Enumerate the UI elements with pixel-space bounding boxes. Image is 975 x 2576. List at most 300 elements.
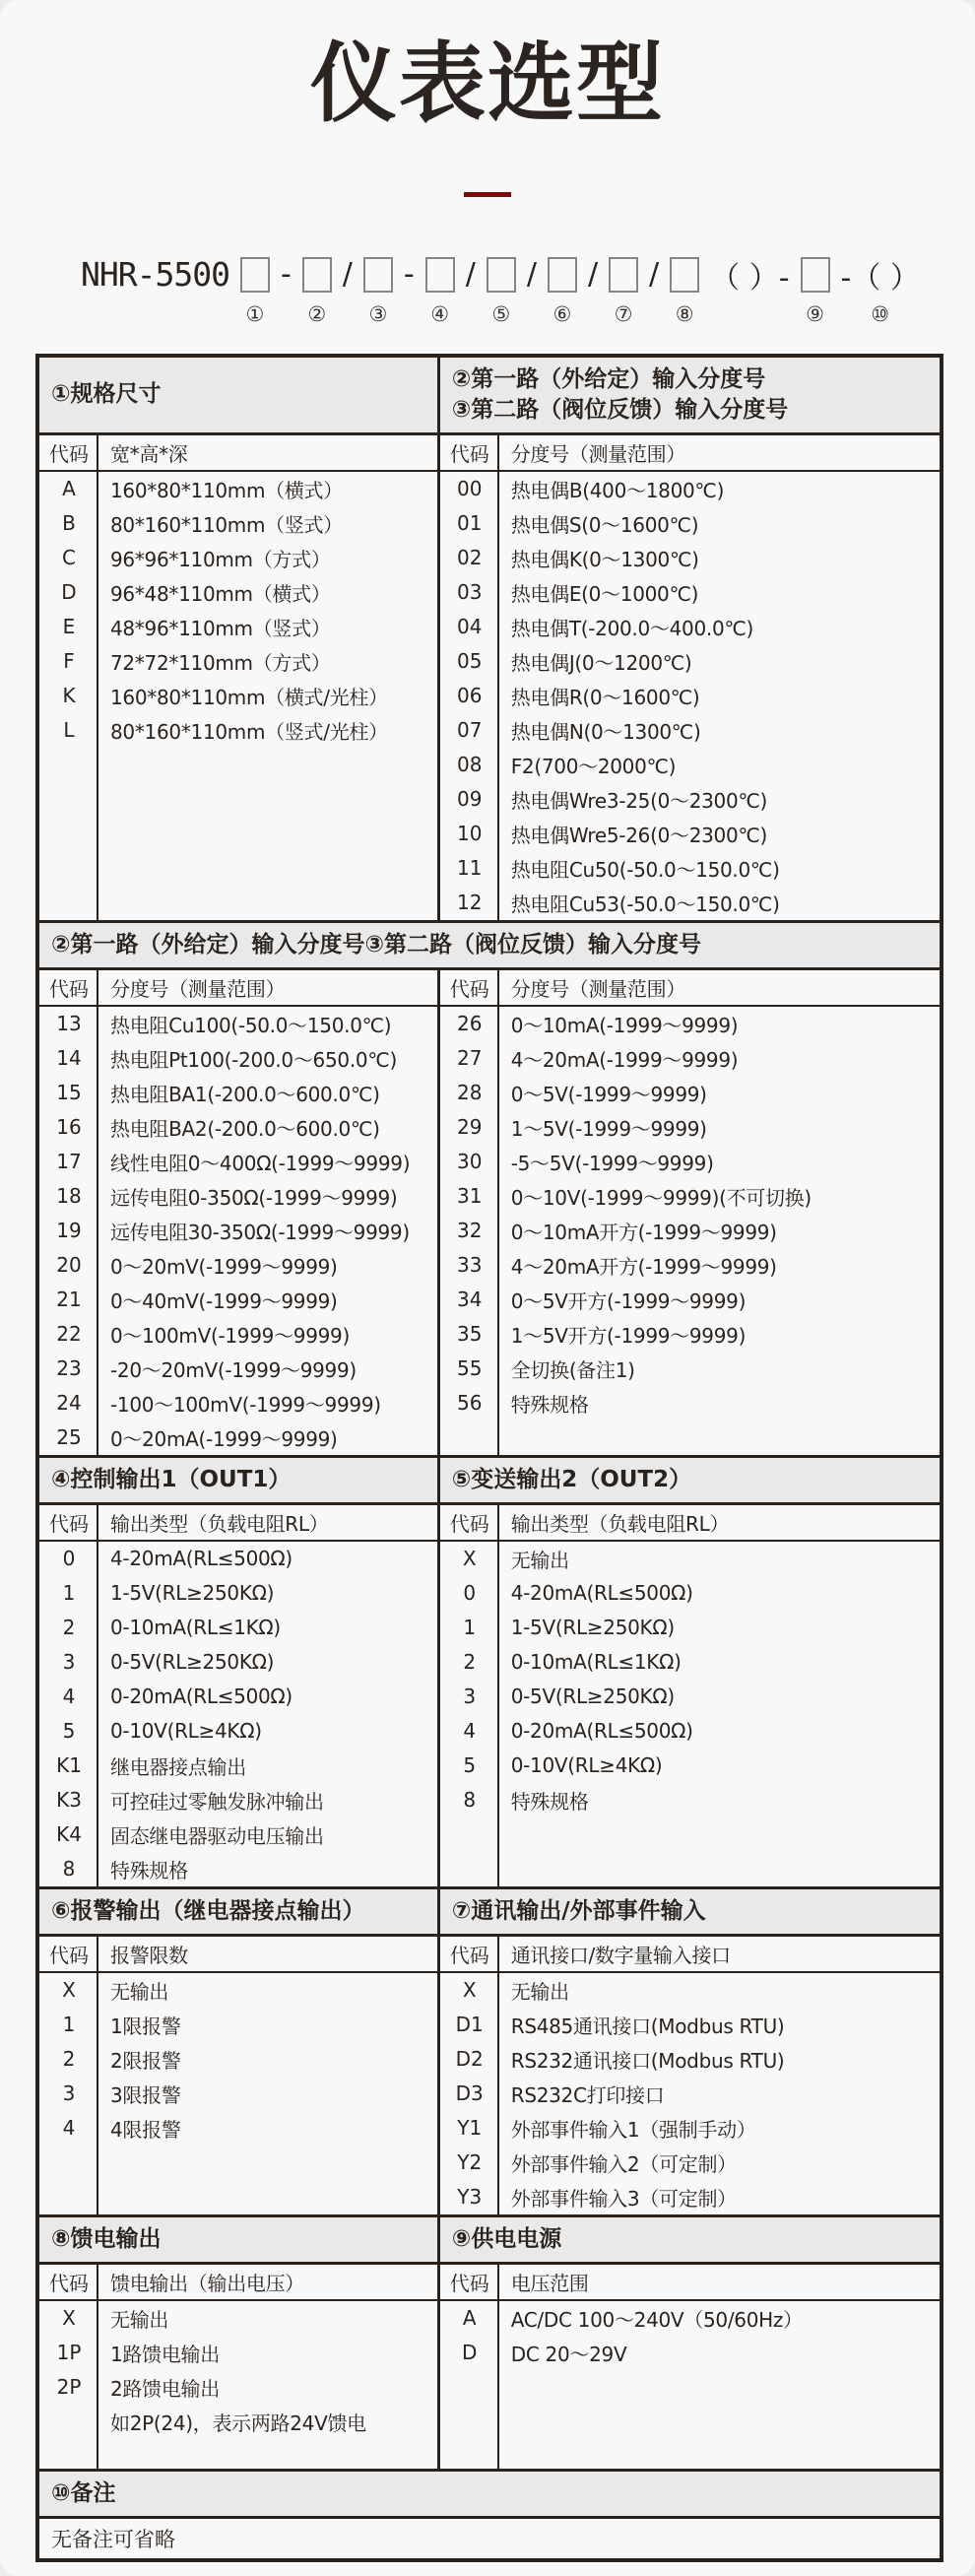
code-cell: 8: [463, 1788, 477, 1813]
desc-cell: 4～20mA开方(-1999～9999): [510, 1254, 777, 1279]
model-box-slot: [609, 254, 638, 296]
table-row: [39, 2077, 437, 2111]
desc-cell: 0～10V(-1999～9999)(不可切换): [510, 1185, 812, 1210]
table-row: [39, 1214, 437, 1248]
code-cell: 15: [56, 1081, 82, 1105]
code-cell: A: [462, 2306, 477, 2331]
code-cell: 28: [456, 1081, 483, 1105]
code-cell: 08: [456, 753, 483, 777]
table-row: [39, 2008, 437, 2042]
code-cell: 31: [456, 1184, 483, 1209]
table-row: [440, 1749, 940, 1783]
table-row: [440, 713, 940, 748]
section-title: [440, 2217, 940, 2262]
table-row: [440, 644, 940, 679]
desc-column-header: 通讯接口/数字量输入接口: [510, 1943, 731, 1967]
model-box-slot: [425, 254, 455, 296]
model-text-segment: [649, 254, 659, 328]
table-row: [440, 1576, 940, 1611]
desc-cell: 96*96*110mm（方式）: [110, 547, 331, 571]
table-row: [39, 1973, 437, 2008]
code-cell: 2: [62, 2047, 76, 2072]
table-row: [440, 1542, 940, 1576]
desc-cell: 特殊规格: [510, 1789, 589, 1814]
code-cell: Y1: [457, 2116, 483, 2141]
section-title-line: ⑥报警输出（继电器接点输出）: [51, 1897, 365, 1924]
desc-cell: 特殊规格: [110, 1858, 188, 1882]
table-row: [440, 2008, 940, 2042]
section-title: [440, 1458, 940, 1502]
desc-cell: 热电偶Wre3-25(0～2300℃): [510, 788, 768, 813]
position-number: ②: [307, 301, 327, 326]
model-box-segment: [801, 254, 830, 328]
model-box-slot: [487, 254, 516, 296]
table-row: [440, 1214, 940, 1248]
model-separator: /: [342, 257, 353, 293]
desc-cell: 线性电阻0～400Ω(-1999～9999): [110, 1151, 411, 1175]
model-box-slot: [801, 254, 830, 296]
section-body: [39, 435, 940, 920]
code-cell: 06: [456, 684, 483, 708]
code-cell: 33: [456, 1253, 483, 1278]
desc-column-header: 分度号（测量范围）: [110, 976, 286, 1001]
code-cell: 2: [463, 1650, 477, 1675]
model-box: [801, 257, 830, 293]
position-number: ⑤: [491, 301, 511, 326]
table-row: [440, 1973, 940, 2008]
code-cell: 11: [456, 856, 483, 881]
code-column-header: 代码: [49, 1511, 89, 1536]
table-row: [39, 1680, 437, 1714]
model-text-segment: [281, 254, 292, 328]
section-title-line: ⑦通讯输出/外部事件输入: [451, 1897, 706, 1924]
section-header-band: [39, 2469, 940, 2519]
model-text-segment: [404, 254, 415, 328]
desc-cell: 热电偶R(0～1600℃): [510, 685, 700, 709]
desc-cell: 特殊规格: [510, 1392, 589, 1417]
code-cell: L: [63, 718, 75, 743]
position-number: ①: [245, 301, 265, 326]
desc-cell: RS232通讯接口(Modbus RTU): [510, 2048, 785, 2073]
code-cell: 16: [56, 1115, 82, 1140]
table-row: [39, 1420, 437, 1455]
table-row: [39, 1817, 437, 1852]
table-row: [39, 1283, 437, 1317]
code-cell: 1: [62, 1581, 76, 1606]
table-row: [440, 2042, 940, 2077]
code-cell: 4: [463, 1719, 477, 1744]
code-cell: X: [62, 2306, 76, 2331]
desc-cell: 固态继电器驱动电压输出: [110, 1823, 324, 1848]
code-cell: 0: [463, 1581, 477, 1606]
model-box: [302, 257, 332, 293]
desc-column-header: 电压范围: [510, 2271, 589, 2295]
table-row: [39, 472, 437, 506]
section-title: [39, 1889, 440, 1934]
code-cell: 00: [456, 477, 483, 501]
model-separator: （ ）-: [710, 260, 790, 296]
desc-cell: AC/DC 100～240V（50/60Hz）: [510, 2307, 803, 2332]
model-separator: /: [649, 257, 660, 293]
code-cell: 10: [456, 822, 483, 846]
model-separator: /: [587, 257, 599, 293]
table-row: [39, 1041, 437, 1076]
table-row: [39, 1386, 437, 1420]
position-number: ⑥: [552, 301, 572, 326]
desc-cell: 继电器接点输出: [110, 1754, 246, 1779]
section-title-line: ①规格尺寸: [51, 381, 162, 408]
column-header-row: [440, 1505, 940, 1542]
table-row: [39, 1248, 437, 1283]
section-body: [39, 2265, 940, 2469]
desc-cell: 0～20mV(-1999～9999): [110, 1254, 338, 1279]
model-box: [609, 257, 638, 293]
left-column: [39, 2265, 440, 2469]
table-row: [440, 2077, 940, 2111]
table-row: [440, 1007, 940, 1041]
model-text-segment: [81, 254, 229, 328]
code-cell: 2: [62, 1616, 76, 1640]
code-cell: D: [462, 2341, 478, 2365]
desc-cell: 0～10mA开方(-1999～9999): [510, 1220, 777, 1244]
table-row: [39, 679, 437, 713]
code-cell: Y2: [457, 2150, 483, 2175]
desc-cell: 远传电阻0-350Ω(-1999～9999): [110, 1185, 398, 1210]
desc-cell: 外部事件输入1（强制手动）: [510, 2117, 756, 2142]
code-column-header: 代码: [49, 976, 89, 1001]
table-row: [440, 1783, 940, 1817]
table-row: [440, 782, 940, 817]
column-header-row: [440, 970, 940, 1007]
code-cell: Y3: [457, 2185, 483, 2210]
right-column: [440, 970, 940, 1455]
desc-column-header: 宽*高*深: [110, 441, 188, 466]
desc-cell: 1～5V(-1999～9999): [510, 1116, 707, 1141]
model-box-segment: [302, 254, 332, 328]
desc-column-header: 输出类型（负载电阻RL）: [510, 1511, 730, 1536]
table-row: [39, 1076, 437, 1110]
position-number: ⑩: [871, 301, 890, 326]
table-row: [440, 2146, 940, 2180]
desc-cell: 热电偶Wre5-26(0～2300℃): [510, 823, 768, 847]
desc-cell: F2(700～2000℃): [510, 754, 677, 778]
table-row: [440, 575, 940, 610]
code-cell: 0: [62, 1547, 76, 1571]
left-column: [39, 1937, 440, 2214]
code-cell: 56: [456, 1391, 483, 1416]
section-title: ②第一路（外给定）输入分度号③第二路（阀位反馈）输入分度号: [51, 931, 701, 958]
code-column-header: 代码: [449, 976, 489, 1001]
desc-cell: 热电偶N(0～1300℃): [510, 719, 701, 744]
section-title: [440, 1889, 940, 1934]
desc-cell: 0～40mV(-1999～9999): [110, 1288, 338, 1313]
model-box: [670, 257, 699, 293]
code-cell: 27: [456, 1046, 483, 1071]
desc-cell: 无输出: [510, 1979, 569, 2004]
code-cell: 07: [456, 718, 483, 743]
desc-cell: 0-10V(RL≥4KΩ): [510, 1753, 663, 1778]
column-header-row: [39, 970, 437, 1007]
model-separator: -（ ）: [840, 260, 920, 296]
desc-cell: 160*80*110mm（横式）: [110, 478, 343, 502]
position-number: ⑦: [614, 301, 633, 326]
table-row: [39, 575, 437, 610]
code-cell: X: [462, 1547, 477, 1571]
desc-cell: 0-10V(RL≥4KΩ): [110, 1719, 262, 1744]
desc-cell: 外部事件输入2（可定制）: [510, 2151, 737, 2176]
table-row: [440, 1386, 940, 1420]
code-cell: K: [62, 684, 76, 708]
desc-cell: 无输出: [110, 1979, 169, 2004]
model-prefix: NHR-5500: [81, 255, 229, 295]
model-box-slot: [302, 254, 332, 296]
code-cell: 12: [456, 891, 483, 915]
table-row: [39, 541, 437, 575]
code-cell: B: [62, 511, 76, 536]
model-separator: -: [280, 257, 292, 293]
left-column: [39, 1505, 440, 1886]
table-row: [440, 851, 940, 886]
model-box-segment: [425, 254, 455, 328]
right-column: [440, 1505, 940, 1886]
desc-cell: 全切换(备注1): [510, 1357, 635, 1382]
table-row: [440, 679, 940, 713]
desc-cell: 72*72*110mm（方式）: [110, 650, 331, 675]
model-box-slot: [363, 254, 393, 296]
table-row: [440, 748, 940, 782]
table-row: [440, 1179, 940, 1214]
code-cell: 14: [56, 1046, 82, 1071]
code-cell: 2P: [56, 2375, 82, 2400]
table-row: [39, 1749, 437, 1783]
table-row: [39, 1611, 437, 1645]
table-row: [440, 1714, 940, 1749]
note-row: 无备注可省略: [51, 2527, 175, 2551]
section-header-band: [39, 920, 940, 970]
code-cell: K4: [56, 1822, 82, 1847]
desc-cell: 0-20mA(RL≤500Ω): [510, 1719, 693, 1744]
table-row: [440, 1041, 940, 1076]
code-cell: 04: [456, 615, 483, 639]
desc-cell: 96*48*110mm（横式）: [110, 581, 331, 606]
code-cell: 1P: [56, 2341, 82, 2365]
desc-cell: 1-5V(RL≥250KΩ): [110, 1581, 275, 1606]
desc-cell: 热电阻Cu50(-50.0～150.0℃): [510, 857, 780, 882]
model-box-segment: [487, 254, 516, 328]
section-title-line: ③第二路（阀位反馈）输入分度号: [451, 396, 789, 423]
table-row: [39, 1576, 437, 1611]
table-row: [39, 610, 437, 644]
table-row: [39, 1783, 437, 1817]
code-cell: 26: [456, 1012, 483, 1036]
desc-cell: 80*160*110mm（竖式）: [110, 512, 343, 537]
table-row: [39, 1352, 437, 1386]
desc-cell: 无输出: [110, 2307, 169, 2332]
section-title: [39, 1458, 440, 1502]
section-title-line: ④控制输出1（OUT1）: [51, 1466, 292, 1492]
table-row: [440, 472, 940, 506]
code-cell: 24: [56, 1391, 82, 1416]
table-row: [440, 2111, 940, 2146]
table-row: [440, 1352, 940, 1386]
table-row: [440, 2180, 940, 2214]
position-number: ③: [368, 301, 388, 326]
table-row: [39, 2042, 437, 2077]
table-row: [39, 1007, 437, 1041]
selection-table: [35, 354, 943, 2562]
model-box-segment: [240, 254, 270, 328]
section-header-band: [39, 358, 940, 435]
desc-cell: 0-20mA(RL≤500Ω): [110, 1684, 292, 1709]
model-box: [487, 257, 516, 293]
column-header-row: [440, 435, 940, 472]
desc-cell: 热电阻Cu100(-50.0～150.0℃): [110, 1013, 392, 1037]
desc-cell: 0～5V(-1999～9999): [510, 1082, 707, 1106]
model-box-segment: [609, 254, 638, 328]
right-column: [440, 1937, 940, 2214]
accent-dash: [464, 192, 511, 197]
table-row: [39, 644, 437, 679]
table-row: [39, 1714, 437, 1749]
desc-cell: 0～20mA(-1999～9999): [110, 1426, 338, 1451]
desc-cell: 热电偶S(0～1600℃): [510, 512, 699, 537]
code-cell: 3: [62, 1650, 76, 1675]
section-title: [440, 358, 940, 432]
code-cell: 3: [62, 2081, 76, 2106]
right-column: [440, 2265, 940, 2469]
column-header-row: [39, 2265, 437, 2301]
code-cell: 02: [456, 546, 483, 570]
desc-cell: 160*80*110mm（横式/光柱）: [110, 685, 388, 709]
table-row: [39, 1110, 437, 1145]
table-row: [440, 610, 940, 644]
desc-cell: 3限报警: [110, 2082, 181, 2107]
section-header-band: [39, 1455, 940, 1505]
column-header-row: [440, 1937, 940, 1973]
table-row: [39, 1645, 437, 1680]
table-row: [440, 1317, 940, 1352]
section-title: [39, 358, 440, 432]
code-cell: 30: [456, 1150, 483, 1174]
code-column-header: 代码: [49, 1943, 89, 1967]
code-cell: 4: [62, 1684, 76, 1709]
table-row: [39, 1145, 437, 1179]
desc-column-header: 分度号（测量范围）: [510, 976, 686, 1001]
table-row: [440, 1248, 940, 1283]
left-column: [39, 970, 440, 1455]
code-cell: 03: [456, 580, 483, 605]
desc-cell: 4限报警: [110, 2117, 181, 2142]
code-column-header: 代码: [449, 1943, 489, 1967]
table-row: [39, 2370, 437, 2405]
table-row: [440, 886, 940, 920]
model-box-slot: [240, 254, 270, 296]
model-text-segment: [710, 254, 789, 328]
section-header-band: [39, 2214, 940, 2265]
code-cell: 8: [62, 1857, 76, 1882]
code-cell: D3: [455, 2081, 484, 2106]
code-cell: 13: [56, 1012, 82, 1036]
model-box: [240, 257, 270, 293]
code-cell: 05: [456, 649, 483, 674]
code-cell: 29: [456, 1115, 483, 1140]
code-cell: 21: [56, 1288, 82, 1312]
desc-column-header: 分度号（测量范围）: [510, 441, 686, 466]
table-row: [440, 817, 940, 851]
desc-cell: 0-10mA(RL≤1KΩ): [110, 1616, 281, 1640]
desc-cell: 4-20mA(RL≤500Ω): [110, 1547, 292, 1571]
desc-cell: 热电阻BA1(-200.0～600.0℃): [110, 1082, 380, 1106]
desc-cell: 2限报警: [110, 2048, 181, 2073]
desc-cell: RS485通讯接口(Modbus RTU): [510, 2014, 785, 2038]
model-box: [363, 257, 393, 293]
desc-cell: 1路馈电输出: [110, 2342, 220, 2366]
code-cell: 34: [456, 1288, 483, 1312]
code-cell: K3: [56, 1788, 82, 1813]
code-cell: A: [62, 477, 76, 501]
model-separator: -: [403, 257, 415, 293]
desc-cell: 热电偶E(0～1000℃): [510, 581, 699, 606]
section-title-line: ⑨供电电源: [451, 2225, 562, 2252]
code-cell: 4: [62, 2116, 76, 2141]
code-column-header: 代码: [449, 1511, 489, 1536]
table-row: [440, 1645, 940, 1680]
desc-cell: 热电偶B(400～1800℃): [510, 478, 725, 502]
desc-cell: 如2P(24)，表示两路24V馈电: [110, 2411, 366, 2435]
table-row: [440, 2336, 940, 2370]
table-row: [39, 2301, 437, 2336]
column-header-row: [39, 1937, 437, 1973]
model-text-segment: [588, 254, 598, 328]
code-cell: X: [462, 1978, 477, 2003]
position-number: ⑨: [806, 301, 824, 326]
model-box-slot: [548, 254, 577, 296]
code-cell: 32: [456, 1219, 483, 1243]
model-box: [548, 257, 577, 293]
model-separator: /: [526, 257, 537, 293]
desc-cell: 0～10mA(-1999～9999): [510, 1013, 739, 1037]
code-column-header: 代码: [49, 441, 89, 466]
code-cell: 55: [456, 1356, 483, 1381]
desc-cell: 1～5V开方(-1999～9999): [510, 1323, 747, 1348]
desc-cell: 可控硅过零触发脉冲输出: [110, 1789, 324, 1814]
section-body: [39, 1937, 940, 2214]
desc-cell: 热电阻Cu53(-50.0～150.0℃): [510, 892, 780, 916]
code-cell: 01: [456, 511, 483, 536]
table-row: [440, 1110, 940, 1145]
code-cell: 09: [456, 787, 483, 812]
desc-cell: 热电偶J(0～1200℃): [510, 650, 692, 675]
section-header-band: [39, 1886, 940, 1937]
column-header-row: [39, 435, 437, 472]
page-title: 仪表选型: [309, 33, 665, 134]
code-cell: F: [63, 649, 75, 674]
position-number: ④: [430, 301, 450, 326]
desc-cell: 热电阻Pt100(-200.0～650.0℃): [110, 1047, 397, 1072]
desc-cell: DC 20～29V: [510, 2342, 627, 2366]
table-row: [440, 1680, 940, 1714]
desc-column-header: 报警限数: [110, 1943, 188, 1967]
table-row: [440, 1283, 940, 1317]
code-cell: K1: [56, 1753, 82, 1778]
desc-cell: 热电阻BA2(-200.0～600.0℃): [110, 1116, 380, 1141]
code-cell: 1: [463, 1616, 477, 1640]
code-cell: D1: [455, 2013, 484, 2037]
section-title-line: ②第一路（外给定）输入分度号: [451, 365, 766, 392]
code-cell: 23: [56, 1356, 82, 1381]
desc-cell: 1限报警: [110, 2014, 181, 2038]
model-text-segment: [527, 254, 537, 328]
